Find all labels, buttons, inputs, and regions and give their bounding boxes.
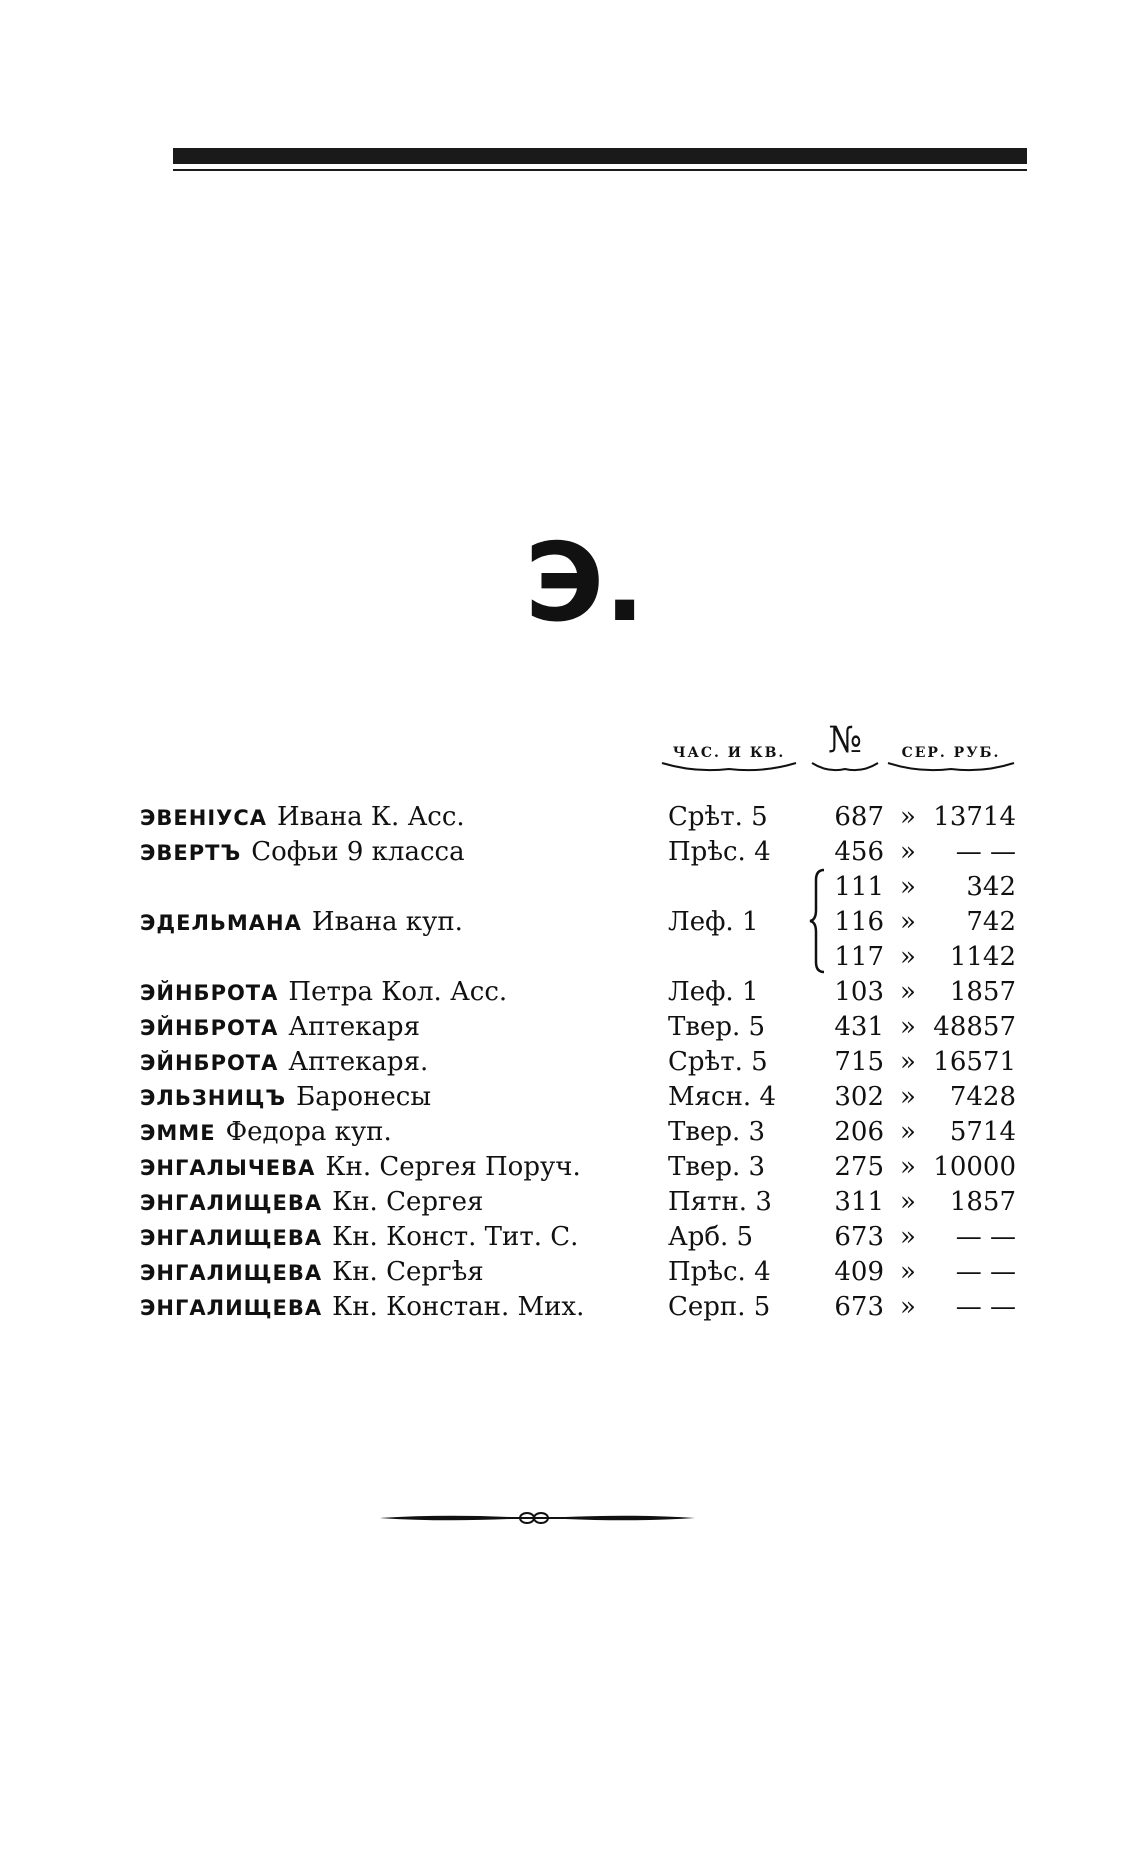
entry-row <box>0 1290 1140 1325</box>
entry-surname: ЭЙНБРОТА <box>140 1016 279 1040</box>
entry-number: 673 <box>834 1222 884 1252</box>
entry-part: Арб. 5 <box>668 1222 754 1252</box>
entry-name <box>140 1115 392 1151</box>
entry-name <box>140 1220 578 1256</box>
entry-number: 275 <box>834 1152 884 1182</box>
entry-name <box>140 1010 420 1046</box>
ditto-mark: » <box>900 907 916 937</box>
entry-rubles: 1857 <box>949 1187 1016 1217</box>
entry-subrow <box>0 940 1140 975</box>
entry-surname: ЭВЕНІУСА <box>140 806 268 830</box>
entry-row <box>0 1045 1140 1080</box>
entry-given: Петра Кол. Асс. <box>288 977 508 1007</box>
entry-number: 431 <box>834 1012 884 1042</box>
entry-row <box>0 1080 1140 1115</box>
entry-surname: ЭНГАЛИЩЕВА <box>140 1296 323 1320</box>
entry-given: Кн. Конст. Тит. С. <box>332 1222 579 1252</box>
ditto-mark: » <box>900 837 916 867</box>
entry-part: Твер. 3 <box>668 1152 766 1182</box>
entry-subrow <box>0 905 1140 940</box>
entry-row <box>0 1220 1140 1255</box>
entry-part: Срѣт. 5 <box>668 1047 768 1077</box>
header-part-brace <box>660 761 798 773</box>
entry-row <box>0 835 1140 870</box>
entry-subrow <box>0 870 1140 905</box>
header-rubles <box>886 745 1016 773</box>
ditto-mark: » <box>900 1047 916 1077</box>
top-double-rule <box>173 148 1027 171</box>
entry-rubles: 13714 <box>933 802 1016 832</box>
ditto-mark: » <box>900 1082 916 1112</box>
entry-number: 117 <box>834 942 884 972</box>
entry-given: Аптекаря <box>288 1012 420 1042</box>
entry-given: Баронесы <box>296 1082 432 1112</box>
ditto-mark: » <box>900 942 916 972</box>
entry-rubles: 342 <box>966 872 1016 902</box>
entry-given: Ивана К. Асс. <box>277 802 465 832</box>
entry-row <box>0 800 1140 835</box>
entry-rubles: 1142 <box>949 942 1016 972</box>
entry-given: Аптекаря. <box>288 1047 429 1077</box>
entry-name <box>140 1150 581 1186</box>
entry-surname: ЭЙНБРОТА <box>140 1051 279 1075</box>
entry-number: 673 <box>834 1292 884 1322</box>
entry-part: Прѣс. 4 <box>668 1257 771 1287</box>
entry-number: 311 <box>834 1187 884 1217</box>
entry-given: Кн. Сергея Поруч. <box>325 1152 581 1182</box>
entry-name <box>140 835 465 871</box>
entry-part: Прѣс. 4 <box>668 837 771 867</box>
entry-rubles: — — <box>955 837 1016 867</box>
entry-rubles: 10000 <box>933 1152 1016 1182</box>
entry-surname: ЭДЕЛЬМАНА <box>140 911 302 935</box>
entry-rubles: 16571 <box>933 1047 1016 1077</box>
entry-part: Срѣт. 5 <box>668 802 768 832</box>
ditto-mark: » <box>900 1257 916 1287</box>
entry-surname: ЭЛЬЗНИЦЪ <box>140 1086 287 1110</box>
entry-surname: ЭНГАЛЫЧЕВА <box>140 1156 316 1180</box>
entry-number: 116 <box>834 907 884 937</box>
entry-number: 715 <box>834 1047 884 1077</box>
entry-row <box>0 1255 1140 1290</box>
ditto-mark: » <box>900 1152 916 1182</box>
entry-number: 456 <box>834 837 884 867</box>
entry-given: Софьи 9 класса <box>251 837 465 867</box>
entry-rubles: 7428 <box>949 1082 1016 1112</box>
entry-part: Леф. 1 <box>668 977 759 1007</box>
entry-number: 206 <box>834 1117 884 1147</box>
entry-surname: ЭВЕРТЪ <box>140 841 242 865</box>
entry-surname: ЭНГАЛИЩЕВА <box>140 1226 323 1250</box>
entry-number: 687 <box>834 802 884 832</box>
entry-number: 409 <box>834 1257 884 1287</box>
entry-part: Леф. 1 <box>668 907 759 937</box>
entry-rubles: 5714 <box>949 1117 1016 1147</box>
entry-part: Твер. 3 <box>668 1117 766 1147</box>
entry-given: Ивана куп. <box>311 907 463 937</box>
section-letter: Э. <box>524 521 646 646</box>
entry-name <box>140 1080 431 1116</box>
entry-row <box>0 1115 1140 1150</box>
entry-name <box>140 800 465 836</box>
entry-rubles: 1857 <box>949 977 1016 1007</box>
entry-number: 111 <box>834 872 884 902</box>
entry-given: Кн. Сергѣя <box>332 1257 484 1287</box>
entry-number: 103 <box>834 977 884 1007</box>
entry-name <box>140 1290 584 1326</box>
closing-ornament <box>380 1508 695 1528</box>
entry-given: Кн. Сергея <box>332 1187 484 1217</box>
ditto-mark: » <box>900 1292 916 1322</box>
entry-rubles: — — <box>955 1257 1016 1287</box>
entry-surname: ЭММЕ <box>140 1121 216 1145</box>
entry-rubles: 48857 <box>933 1012 1016 1042</box>
entry-surname: ЭНГАЛИЩЕВА <box>140 1261 323 1285</box>
entry-row <box>0 1010 1140 1045</box>
ditto-mark: » <box>900 1117 916 1147</box>
entry-given: Федора куп. <box>225 1117 392 1147</box>
entry-number: 302 <box>834 1082 884 1112</box>
top-rule-thin <box>173 169 1027 171</box>
entry-rubles: — — <box>955 1292 1016 1322</box>
header-number <box>810 720 880 773</box>
entry-given: Кн. Констан. Мих. <box>332 1292 585 1322</box>
entry-rubles: — — <box>955 1222 1016 1252</box>
entry-rubles: 742 <box>966 907 1016 937</box>
entry-surname: ЭНГАЛИЩЕВА <box>140 1191 323 1215</box>
entry-row <box>0 1185 1140 1220</box>
entry-name <box>140 975 507 1011</box>
top-rule-thick <box>173 148 1027 164</box>
entry-name <box>140 1185 483 1221</box>
ditto-mark: » <box>900 1012 916 1042</box>
ditto-mark: » <box>900 872 916 902</box>
entry-surname: ЭЙНБРОТА <box>140 981 279 1005</box>
header-part-label: ЧАС. И КВ. <box>672 745 786 761</box>
entry-row <box>0 1150 1140 1185</box>
ditto-mark: » <box>900 1222 916 1252</box>
header-part-quarter <box>660 745 798 773</box>
header-rubles-brace <box>886 761 1016 773</box>
entry-name <box>140 1255 484 1291</box>
curly-brace <box>808 866 828 976</box>
ditto-mark: » <box>900 1187 916 1217</box>
header-number-label: № <box>827 720 863 761</box>
entry-part: Пятн. 3 <box>668 1187 772 1217</box>
ditto-mark: » <box>900 977 916 1007</box>
entry-part: Серп. 5 <box>668 1292 771 1322</box>
ditto-mark: » <box>900 802 916 832</box>
header-rubles-label: СЕР. РУБ. <box>901 745 1001 761</box>
header-number-brace <box>810 761 880 773</box>
entry-name <box>140 1045 428 1081</box>
entry-row <box>0 975 1140 1010</box>
entry-part: Твер. 5 <box>668 1012 766 1042</box>
entry-part: Мясн. 4 <box>668 1082 776 1112</box>
